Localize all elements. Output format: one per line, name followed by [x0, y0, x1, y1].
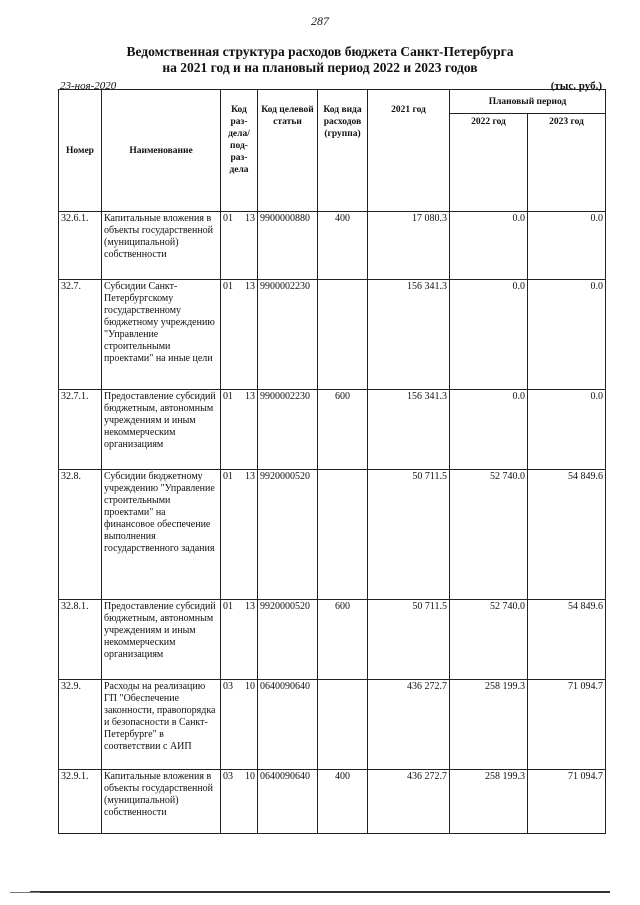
row-name: Капитальные вложения в объекты государственной (муниципальной) собственности [102, 212, 221, 280]
row-amount-2023: 0.0 [528, 280, 606, 390]
row-kind-code: 400 [318, 212, 368, 280]
table-row [59, 390, 606, 470]
units-label: (тыс. руб.) [550, 80, 602, 92]
row-number: 32.8. [59, 470, 102, 600]
row-kind-code [318, 680, 368, 770]
row-subsection: 10 [245, 681, 255, 692]
row-name: Субсидии бюджетному учреждению "Управление строительными проектами" на финансовое обеспечение выполнения государственного задания [102, 470, 221, 600]
row-section: 01 [223, 213, 233, 224]
footer-rule-short [10, 892, 40, 893]
row-kind-code: 600 [318, 390, 368, 470]
row-target-code: 9900002230 [258, 390, 318, 470]
row-amount-2022: 0.0 [450, 390, 528, 470]
header-2023: 2023 год [528, 114, 606, 212]
row-amount-2023: 54 849.6 [528, 470, 606, 600]
header-kind: Код вида расходов (группа) [318, 90, 368, 212]
header-name: Наименование [102, 90, 221, 212]
header-number: Номер [59, 90, 102, 212]
row-name: Расходы на реализацию ГП "Обеспечение законности, правопорядка и безопасности в Санкт-Петербурге" в соответствии с АИП [102, 680, 221, 770]
row-amount-2023: 0.0 [528, 212, 606, 280]
row-subsection: 13 [245, 213, 255, 224]
row-kind-code: 600 [318, 600, 368, 680]
table-row [59, 470, 606, 600]
table-row [59, 212, 606, 280]
table-body [59, 212, 606, 834]
row-name: Предоставление субсидий бюджетным, автономным учреждениям и иным некоммерческим организациям [102, 390, 221, 470]
row-name: Капитальные вложения в объекты государственной (муниципальной) собственности [102, 770, 221, 834]
row-target-code: 9900002230 [258, 280, 318, 390]
row-amount-2021: 50 711.5 [368, 600, 450, 680]
row-amount-2023: 71 094.7 [528, 770, 606, 834]
row-target-code: 0640090640 [258, 680, 318, 770]
row-target-code: 0640090640 [258, 770, 318, 834]
title-line-1: Ведомственная структура расходов бюджета Санкт-Петербурга [126, 44, 514, 59]
row-section: 01 [223, 601, 233, 612]
row-amount-2023: 71 094.7 [528, 680, 606, 770]
row-amount-2022: 0.0 [450, 280, 528, 390]
table-row [59, 600, 606, 680]
row-amount-2023: 0.0 [528, 390, 606, 470]
budget-table [58, 89, 606, 834]
row-amount-2021: 156 341.3 [368, 390, 450, 470]
row-amount-2022: 258 199.3 [450, 770, 528, 834]
row-amount-2021: 436 272.7 [368, 770, 450, 834]
row-kind-code [318, 280, 368, 390]
row-section: 01 [223, 391, 233, 402]
document-title [0, 44, 640, 76]
row-amount-2023: 54 849.6 [528, 600, 606, 680]
row-section-code [221, 212, 258, 280]
row-amount-2022: 52 740.0 [450, 600, 528, 680]
row-number: 32.7.1. [59, 390, 102, 470]
row-subsection: 13 [245, 601, 255, 612]
row-section-code [221, 600, 258, 680]
row-amount-2021: 17 080.3 [368, 212, 450, 280]
row-amount-2021: 50 711.5 [368, 470, 450, 600]
row-kind-code: 400 [318, 770, 368, 834]
row-subsection: 13 [245, 391, 255, 402]
row-target-code: 9920000520 [258, 470, 318, 600]
row-amount-2021: 436 272.7 [368, 680, 450, 770]
row-number: 32.7. [59, 280, 102, 390]
row-section-code [221, 390, 258, 470]
footer-rule [30, 891, 610, 893]
row-number: 32.9. [59, 680, 102, 770]
table-row [59, 770, 606, 834]
row-number: 32.6.1. [59, 212, 102, 280]
row-section-code [221, 280, 258, 390]
row-target-code: 9920000520 [258, 600, 318, 680]
header-planned-period: Плановый период [450, 90, 606, 114]
row-target-code: 9900000880 [258, 212, 318, 280]
row-section: 03 [223, 681, 233, 692]
row-subsection: 13 [245, 281, 255, 292]
row-amount-2021: 156 341.3 [368, 280, 450, 390]
row-section: 03 [223, 771, 233, 782]
row-amount-2022: 52 740.0 [450, 470, 528, 600]
header-target: Код целевой статьи [258, 90, 318, 212]
row-amount-2022: 0.0 [450, 212, 528, 280]
row-section-code [221, 680, 258, 770]
row-name: Предоставление субсидий бюджетным, автономным учреждениям и иным некоммерческим организациям [102, 600, 221, 680]
header-2022: 2022 год [450, 114, 528, 212]
table-row [59, 280, 606, 390]
row-section: 01 [223, 471, 233, 482]
row-section: 01 [223, 281, 233, 292]
row-subsection: 13 [245, 471, 255, 482]
table-row [59, 680, 606, 770]
row-subsection: 10 [245, 771, 255, 782]
row-amount-2022: 258 199.3 [450, 680, 528, 770]
row-section-code [221, 770, 258, 834]
row-section-code [221, 470, 258, 600]
row-number: 32.8.1. [59, 600, 102, 680]
document-date: 23-ноя-2020 [60, 80, 117, 92]
table-header [59, 90, 606, 212]
title-line-2: на 2021 год и на плановый период 2022 и 2023 годов [162, 60, 478, 75]
header-section: Код раз- дела/ под- раз- дела [221, 90, 258, 212]
row-name: Субсидии Санкт-Петербургскому государственному бюджетному учреждению "Управление строительными проектами" на иные цели [102, 280, 221, 390]
row-kind-code [318, 470, 368, 600]
row-number: 32.9.1. [59, 770, 102, 834]
header-2021: 2021 год [368, 90, 450, 212]
page-number: 287 [311, 14, 329, 28]
